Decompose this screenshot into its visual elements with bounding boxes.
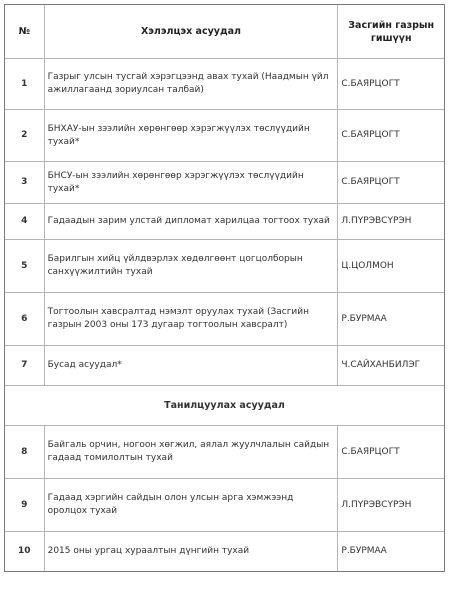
row-topic: Тогтоолын хавсралтад нэмэлт оруулах тухай (Засгийн газрын 2003 оны 173 дугаар тогтоолын хавсралт): [45, 293, 339, 346]
table-row: [5, 293, 444, 346]
section-row: [5, 386, 444, 426]
row-minister: Л.ПҮРЭВСҮРЭН: [338, 479, 444, 532]
row-minister: С.БАЯРЦОГТ: [338, 59, 444, 110]
header-num: №: [5, 5, 45, 59]
row-topic: Гадаадын зарим улстай дипломат харилцаа тогтоох тухай: [45, 204, 339, 240]
row-number: 1: [5, 59, 45, 110]
row-number: 8: [5, 426, 45, 479]
row-topic: Гадаад хэргийн сайдын олон улсын арга хэмжээнд оролцох тухай: [45, 479, 339, 532]
agenda-table: [4, 4, 445, 572]
table-row: [5, 346, 444, 386]
table-row: [5, 162, 444, 204]
row-number: 7: [5, 346, 45, 386]
row-minister: Р.БУРМАА: [338, 293, 444, 346]
header-minister-line1: Засгийн газрын: [348, 19, 435, 31]
header-minister-line2: гишүүн: [370, 32, 412, 44]
header-topic: Хэлэлцэх асуудал: [45, 5, 339, 59]
row-minister: С.БАЯРЦОГТ: [338, 162, 444, 204]
row-topic: Байгаль орчин, ногоон хөгжил, аялал жуулчлалын сайдын гадаад томилолтын тухай: [45, 426, 339, 479]
row-topic: БНСУ-ын зээлийн хөрөнгөөр хэрэгжүүлэх төслүүдийн тухай*: [45, 162, 339, 204]
row-number: 10: [5, 532, 45, 571]
row-minister: С.БАЯРЦОГТ: [338, 110, 444, 162]
row-number: 2: [5, 110, 45, 162]
table-row: [5, 59, 444, 110]
row-minister: С.БАЯРЦОГТ: [338, 426, 444, 479]
table-row: [5, 240, 444, 293]
row-number: 3: [5, 162, 45, 204]
row-minister: Л.ПҮРЭВСҮРЭН: [338, 204, 444, 240]
row-topic: БНХАУ-ын зээлийн хөрөнгөөр хэрэгжүүлэх төслүүдийн тухай*: [45, 110, 339, 162]
row-number: 9: [5, 479, 45, 532]
row-number: 6: [5, 293, 45, 346]
row-minister: Р.БУРМАА: [341, 546, 387, 556]
section-title: Танилцуулах асуудал: [5, 386, 444, 426]
row-minister: Ч.САЙХАНБИЛЭГ: [338, 346, 444, 386]
row-number: 4: [5, 204, 45, 240]
table-row: [5, 426, 444, 479]
table-row: [5, 479, 444, 532]
table-row: [5, 110, 444, 162]
row-topic: Бусад асуудал*: [45, 346, 339, 386]
table-row: [5, 204, 444, 240]
table-row: [5, 532, 444, 571]
row-topic: Барилгын хийц үйлдвэрлэх хөдөлгөөнт цогцолборын санхүүжилтийн тухай: [45, 240, 339, 293]
header-row: [5, 5, 444, 59]
row-minister: Ц.ЦОЛМОН: [338, 240, 444, 293]
row-topic: Газрыг улсын тусгай хэрэгцээнд авах тухай (Наадмын үйл ажиллагаанд зориулсан талбай): [45, 59, 339, 110]
row-number: 5: [5, 240, 45, 293]
row-topic: 2015 оны ургац хураалтын дүнгийн тухай: [45, 532, 339, 571]
header-minister: [338, 5, 444, 59]
